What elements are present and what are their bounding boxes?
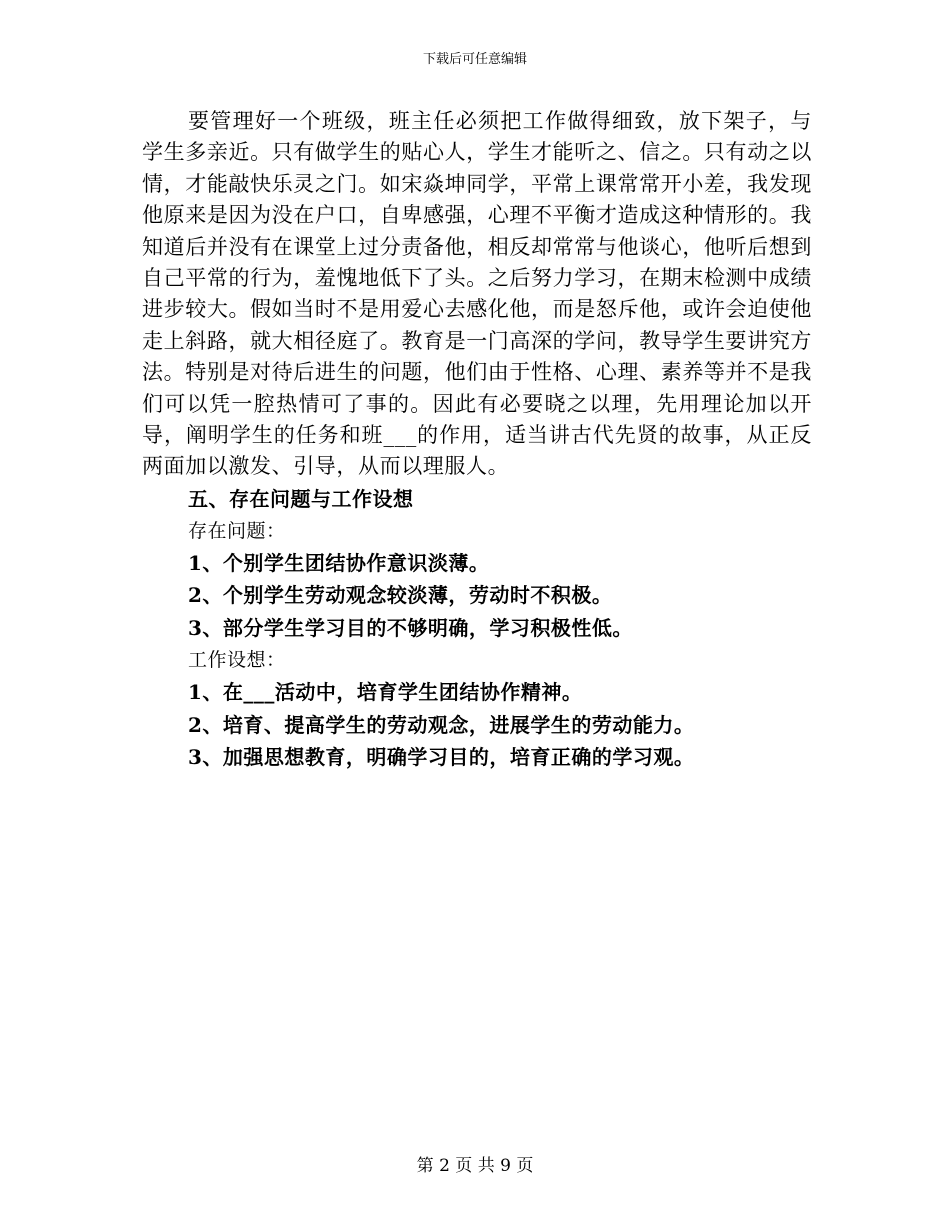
problem-item-2: 2、个别学生劳动观念较淡薄，劳动时不积极。 xyxy=(188,583,613,608)
plan-item-2: 2、培育、提高学生的劳动观念，进展学生的劳动能力。 xyxy=(188,712,695,737)
body-paragraph: 要管理好一个班级，班主任必须把工作做得细致，放下架子，与学生多亲近。只有做学生的贴心人，学生才能听之、信之。只有动之以情，才能敲快乐灵之门。如宋焱坤同学，平常上课常常开小差，我发现他原来是因为没在户口，自卑感强，心理不平衡才造成这种情形的。我知道后并没有在课堂上过分责备他，相反却常常与他谈心，他听后想到自己平常的行为，羞愧地低下了头。之后努力学习，在期末检测中成绩进步较大。假如当时不是用爱心去感化他，而是怒斥他，或许会迫使他走上斜路，就大相径庭了。教育是一门高深的学问，教导学生要讲究方法。特别是对待后进生的问题，他们由于性格、心理、素养等并不是我们可以凭一腔热情可了事的。因此有必要晓之以理，先用理论加以开导，阐明学生的任务和班___的作用，适当讲古代先贤的故事，从正反两面加以激发、引导，从而以理服人。 xyxy=(142,109,812,479)
problems-label: 存在问题： xyxy=(188,519,286,542)
problem-item-3: 3、部分学生学习目的不够明确，学习积极性低。 xyxy=(188,615,633,640)
plan-item-1: 1、在___活动中，培育学生团结协作精神。 xyxy=(188,680,583,705)
document-body xyxy=(142,106,812,774)
plan-item-3: 3、加强思想教育，明确学习目的，培育正确的学习观。 xyxy=(188,745,695,770)
page-number: 第 2 页 共 9 页 xyxy=(416,1156,534,1176)
page-header: 下载后可任意编辑 xyxy=(422,52,527,67)
problem-item-1: 1、个别学生团结协作意识淡薄。 xyxy=(188,550,490,575)
plans-label: 工作设想： xyxy=(188,649,286,672)
section-heading: 五、存在问题与工作设想 xyxy=(188,486,414,511)
